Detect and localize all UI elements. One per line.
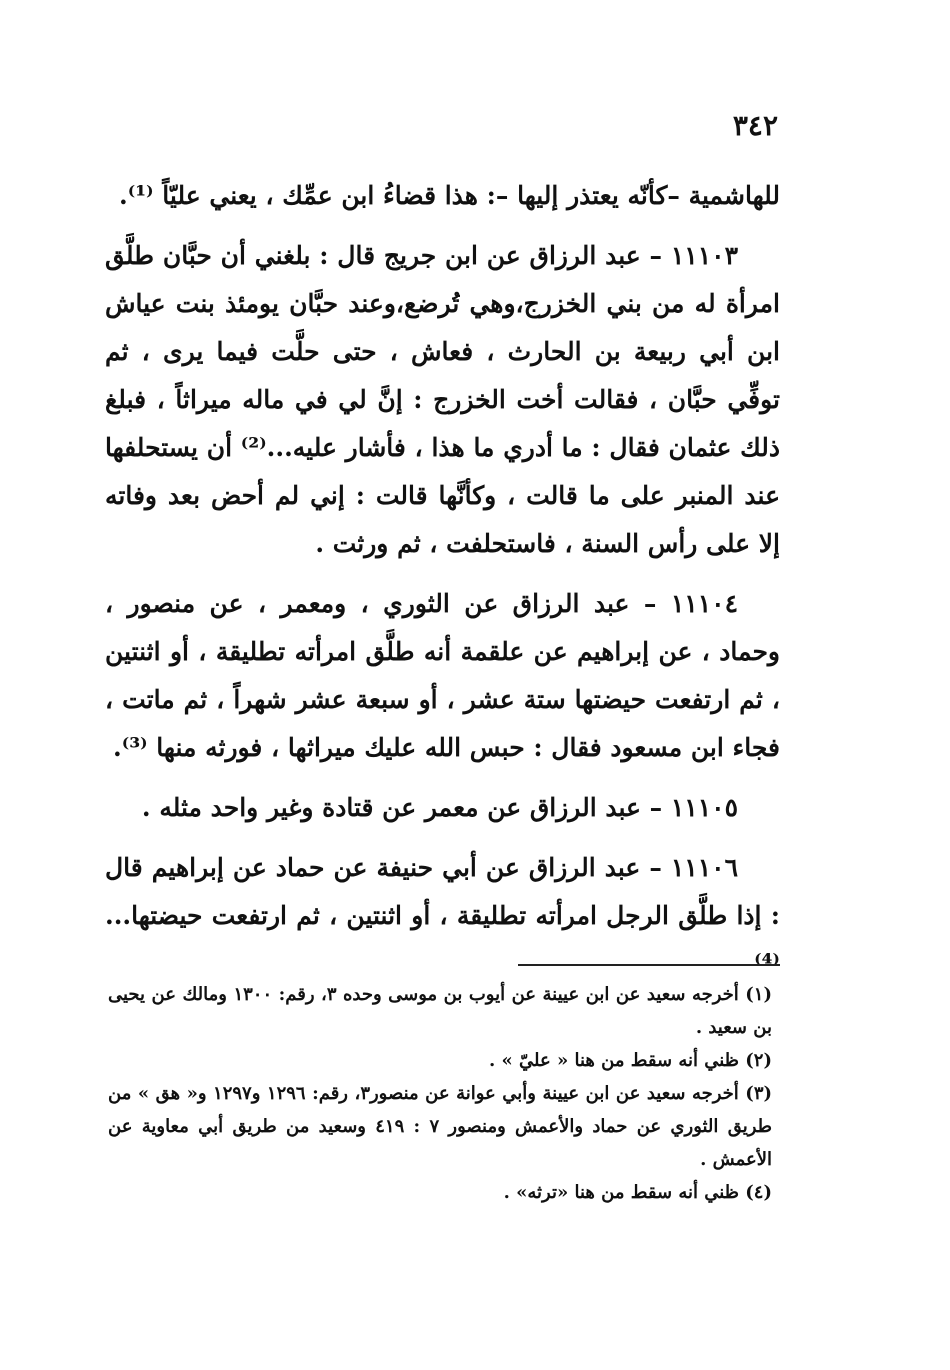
paragraph-11103: ١١١٠٣ – عبد الرزاق عن ابن جريج قال : بلغني أن حبَّان طلَّق امرأة له من بني الخزرج،وهي تُرضع،وعند حبَّان يومئذ بنت عياش ابن أبي ربيعة بن الحارث ، فعاش ، حتى حلَّت فيما يرى ، ثم توفِّي حبَّان ، فقالت أخت الخزرج : إنَّ لي في ماله ميراثاً ، فبلغ ذلك عثمان فقال : ما أدري ما هذا ، فأشار عليه...⁽²⁾ أن يستحلفها عند المنبر على ما قالت ، وكأنَّها قالت : إني لم أحض بعد وفاته إلا على رأس السنة ، فاستحلفت ، ثم ورثت . <box>105 241 781 558</box>
footnote-2: (٢) ظني أنه سقط من هنا « عليّ » . <box>488 1050 772 1071</box>
paragraph-11105: ١١١٠٥ – عبد الرزاق عن معمر عن قتادة وغير واحد مثله . <box>141 793 738 822</box>
page-number: ٣٤٢ <box>732 109 778 142</box>
paragraph-11106: ١١١٠٦ – عبد الرزاق عن أبي حنيفة عن حماد عن إبراهيم قال : إذا طلَّق الرجل امرأته تطليقة ، أو اثنتين ، ثم ارتفعت حيضتها...⁽⁴⁾ <box>105 853 780 978</box>
footnote-3: (٣) أخرجه سعيد عن ابن عيينة وأبي عوانة عن منصور٣، رقم: ١٢٩٦ و١٢٩٧ و« هق » من طريق الثوري عن حماد والأعمش ومنصور ٧ : ٤١٩ وسعيد من طريق أبي معاوية عن الأعمش . <box>108 1083 773 1170</box>
footnotes-section <box>108 978 780 1209</box>
footnote-1: (١) أخرجه سعيد عن ابن عيينة عن أيوب بن موسى وحده ٣، رقم: ١٣٠٠ ومالك عن يحيى بن سعيد . <box>108 984 772 1038</box>
footnote-divider <box>518 964 780 966</box>
paragraph-continuation: للهاشمية –كأنّه يعتذر إليها –: هذا قضاءُ ابن عمِّك ، يعني عليّاً ⁽¹⁾. <box>119 181 780 210</box>
main-text-body <box>105 172 780 1000</box>
paragraph-11104: ١١١٠٤ – عبد الرزاق عن الثوري ، ومعمر ، عن منصور ، وحماد ، عن إبراهيم عن علقمة أنه طلَّق امرأته تطليقة ، أو اثنتين ، ثم ارتفعت حيضتها ستة عشر ، أو سبعة عشر شهراً ، ثم ماتت ، فجاء ابن مسعود فقال : حبس الله عليك ميراثها ، فورثه منها ⁽³⁾. <box>105 589 780 762</box>
footnote-4: (٤) ظني أنه سقط من هنا «ترثه» . <box>503 1182 772 1203</box>
